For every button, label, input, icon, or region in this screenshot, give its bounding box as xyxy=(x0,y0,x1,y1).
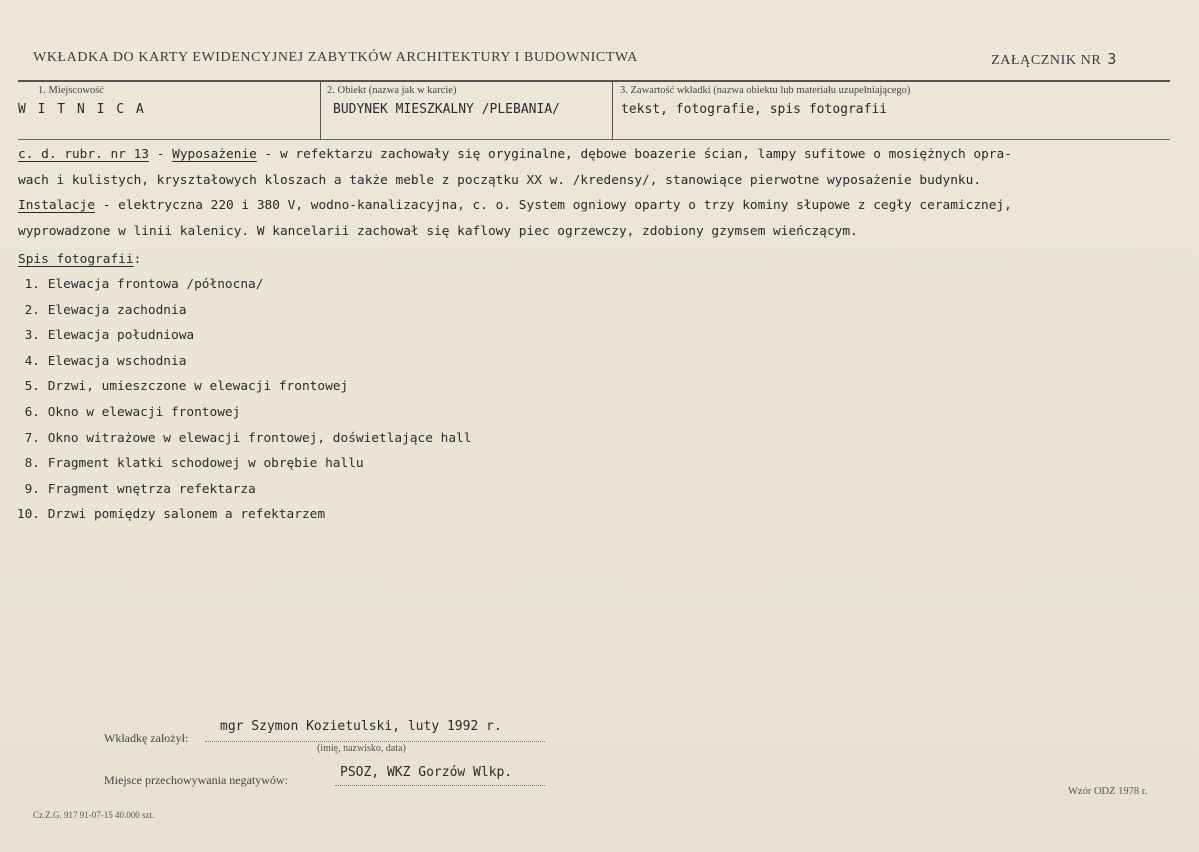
list-item-text: Elewacja południowa xyxy=(47,328,195,344)
contents-label: 3. Zawartość wkładki (nazwa obiektu lub materiału uzupełniającego) xyxy=(620,85,911,96)
form-model: Wzór ODZ 1978 r. xyxy=(1068,786,1148,797)
column-divider-2 xyxy=(612,81,613,139)
table-bottom-rule xyxy=(18,139,1170,140)
annex-label-text: ZAŁĄCZNIK NR xyxy=(991,53,1102,68)
list-item xyxy=(0,451,471,477)
annex-number: 3 xyxy=(1107,50,1117,68)
negatives-dotted-line xyxy=(335,785,545,786)
list-item xyxy=(0,477,471,503)
list-item-number: 6. xyxy=(24,404,40,420)
list-item-number: 4. xyxy=(24,353,40,369)
list-item-number: 1. xyxy=(24,277,40,292)
description-line-4: wyprowadzone w linii kalenicy. W kancelarii zachował się kaflowy piec ogrzewczy, zdobiony gzymsem wieńczącym. xyxy=(18,223,858,239)
list-item-number: 2. xyxy=(24,302,40,318)
list-item-text: Drzwi, umieszczone w elewacji frontowej xyxy=(47,379,349,395)
description-text xyxy=(18,142,1188,244)
document-title xyxy=(33,50,638,66)
print-info: Cz.Z.G. 917 91-07-15 40.000 szt. xyxy=(33,810,155,820)
list-item xyxy=(0,374,471,400)
contents-value: tekst, fotografie, spis fotografii xyxy=(621,102,888,117)
column-divider-1 xyxy=(320,81,321,139)
installations-heading: Instalacje xyxy=(18,198,96,213)
rubric-reference: c. d. rubr. nr 13 xyxy=(18,147,149,162)
negatives-value: PSOZ, WKZ Gorzów Wlkp. xyxy=(340,765,513,780)
list-item-text: Okno witrażowe w elewacji frontowej, doświetlające hall xyxy=(47,430,472,446)
photo-list-title xyxy=(18,252,141,267)
author-dotted-line xyxy=(205,741,545,742)
description-line-1 xyxy=(18,142,1188,168)
list-item xyxy=(0,400,471,426)
negatives-label: Miejsce przechowywania negatywów: xyxy=(104,773,288,787)
list-item-number: 7. xyxy=(24,430,40,446)
photo-list-title-colon: : xyxy=(133,252,142,267)
list-item-number: 10. xyxy=(16,507,40,523)
equipment-text: - w refektarzu zachowały się oryginalne, dębowe boazerie ścian, lampy sufitowe o mosiężnych opra- xyxy=(256,147,1012,162)
photo-list xyxy=(0,272,471,528)
annex-label xyxy=(991,50,1117,69)
list-item-text: Elewacja zachodnia xyxy=(47,302,187,318)
author-value: mgr Szymon Kozietulski, luty 1992 r. xyxy=(220,719,502,734)
photo-list-title-text: Spis fotografii xyxy=(18,252,134,267)
list-item-text: Elewacja wschodnia xyxy=(47,353,187,369)
description-line-3 xyxy=(18,193,1188,219)
document-title-text: WKŁADKA DO KARTY EWIDENCYJNEJ ZABYTKÓW ARCHITEKTURY I BUDOWNICTWA xyxy=(33,50,638,65)
equipment-heading: Wyposażenie xyxy=(172,147,257,162)
list-item-number: 9. xyxy=(24,481,40,497)
locality-value: W I T N I C A xyxy=(18,102,146,117)
list-item-text: Elewacja frontowa /północna/ xyxy=(47,277,264,292)
object-label: 2. Obiekt (nazwa jak w karcie) xyxy=(327,85,457,96)
list-item-number: 8. xyxy=(24,456,40,472)
list-item-text: Fragment wnętrza refektarza xyxy=(47,481,256,497)
list-item xyxy=(0,298,471,324)
list-item-number: 3. xyxy=(24,328,40,344)
list-item xyxy=(0,323,471,349)
author-hint: (imię, nazwisko, data) xyxy=(317,743,406,754)
list-item xyxy=(0,349,471,375)
list-item xyxy=(0,272,471,298)
object-value: BUDYNEK MIESZKALNY /PLEBANIA/ xyxy=(333,102,560,117)
rubric-dash: - xyxy=(148,147,173,162)
table-top-rule xyxy=(18,80,1170,82)
list-item xyxy=(0,502,471,528)
description-line-2: wach i kulistych, kryształowych kloszach a także meble z początku XX w. /kredensy/, stanowiące pierwotne wyposażenie budynku. xyxy=(18,172,982,188)
installations-text: - elektryczna 220 i 380 V, wodno-kanalizacyjna, c. o. System ogniowy oparty o trzy kominy słupowe z cegły ceramicznej, xyxy=(95,198,1012,213)
list-item-text: Okno w elewacji frontowej xyxy=(47,404,241,420)
author-label: Wkładkę założył: xyxy=(104,731,189,745)
list-item-text: Fragment klatki schodowej w obrębie hallu xyxy=(47,456,364,472)
list-item-text: Drzwi pomiędzy salonem a refektarzem xyxy=(47,507,326,523)
list-item-number: 5. xyxy=(24,379,40,395)
list-item xyxy=(0,426,471,452)
locality-label: 1. Miejscowość xyxy=(38,85,104,96)
